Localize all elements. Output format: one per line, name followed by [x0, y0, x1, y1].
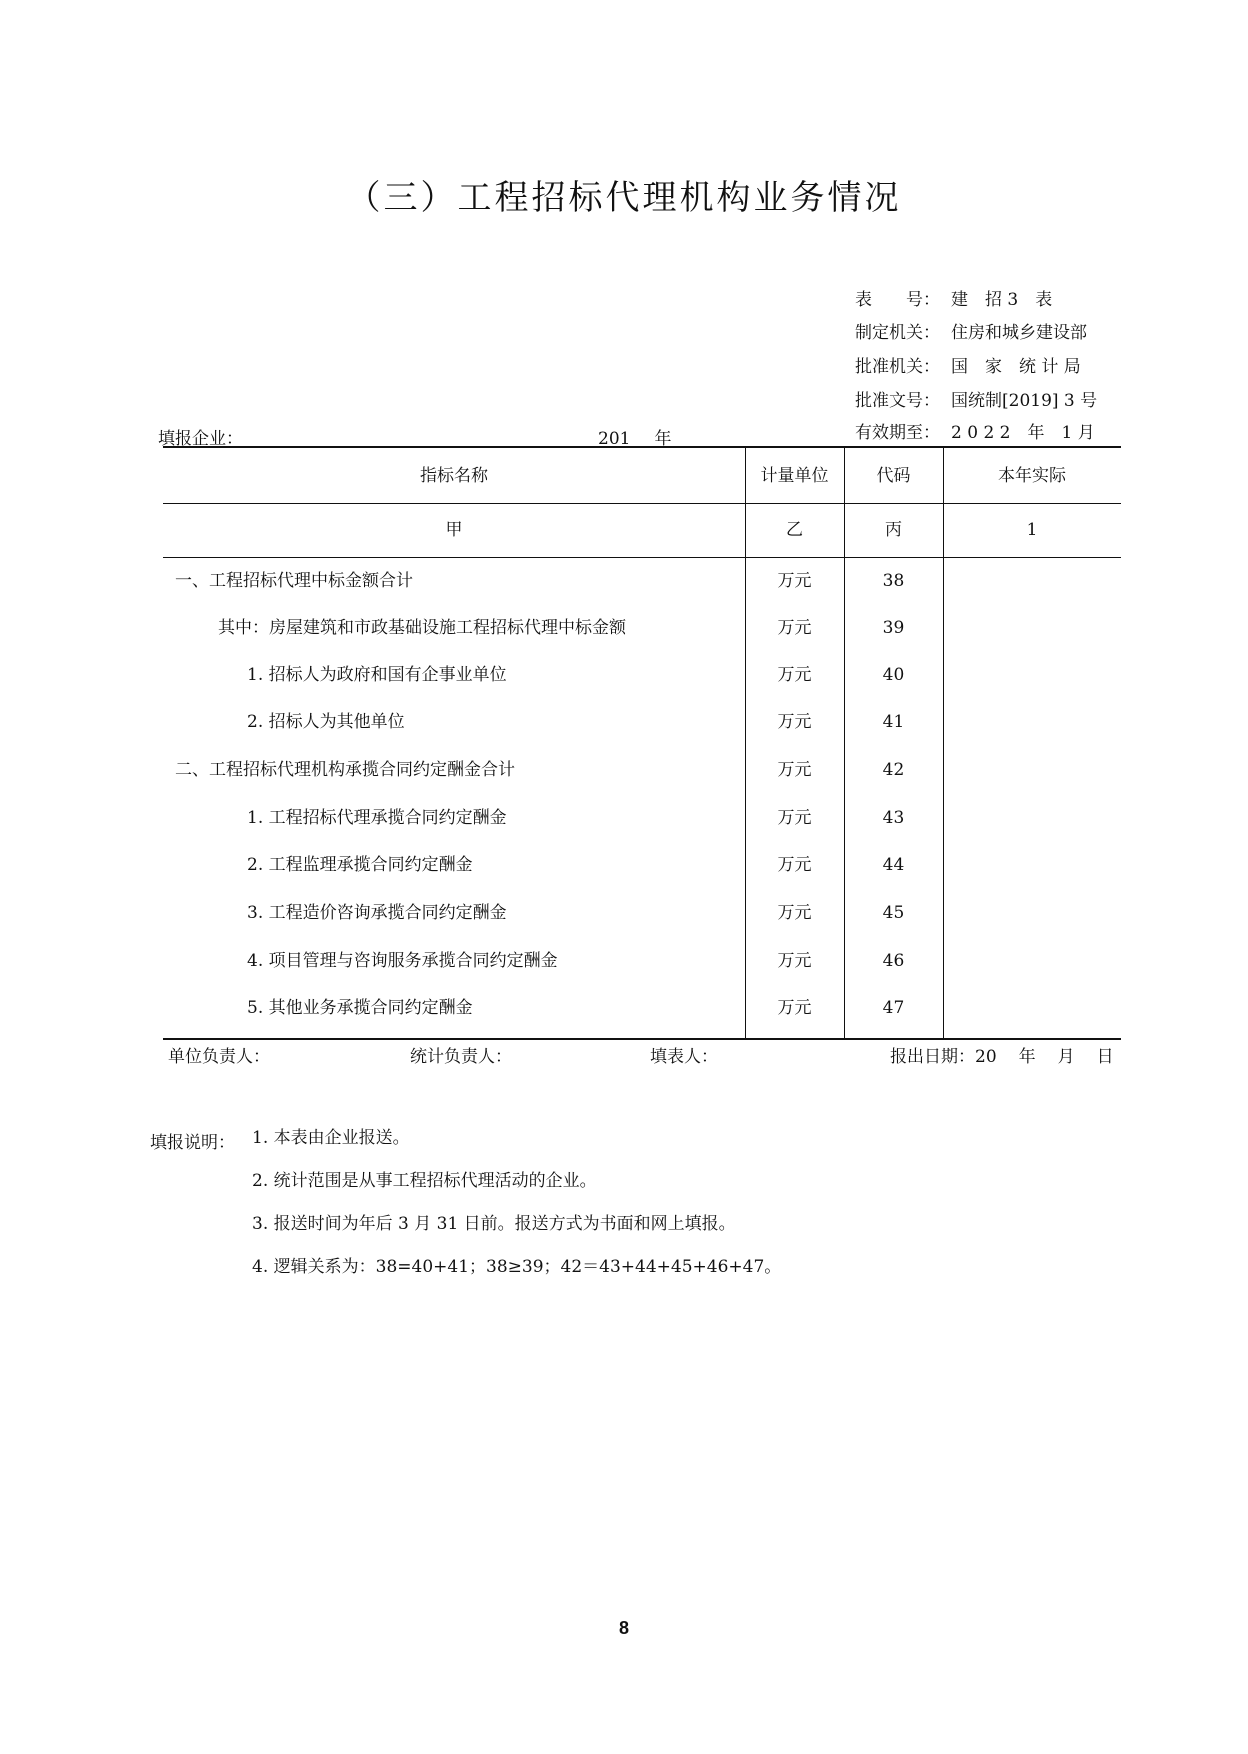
- stats-head-label: 统计负责人：: [410, 1047, 512, 1067]
- table-row-name: 3. 工程造价咨询承揽合同约定酬金: [247, 903, 507, 923]
- unit-head-label: 单位负责人：: [168, 1047, 270, 1067]
- page-number: 8: [618, 1618, 629, 1638]
- indicator-table: [163, 446, 1121, 1040]
- table-row-name: 一、工程招标代理中标金额合计: [175, 571, 413, 591]
- subheader-code: 丙: [885, 520, 902, 540]
- valid-until-label: 有效期至：: [855, 423, 940, 443]
- report-year-suffix: 年: [654, 429, 672, 449]
- table-row-code: 46: [882, 951, 905, 971]
- table-row-code: 38: [882, 571, 905, 591]
- table-row-unit: 万元: [777, 808, 812, 828]
- valid-until: [855, 423, 1115, 443]
- header-actual-value: 本年实际: [998, 466, 1066, 486]
- table-row-name: 5. 其他业务承揽合同约定酬金: [247, 998, 473, 1018]
- issuer: [855, 323, 1115, 343]
- approval-doc-label: 批准文号：: [855, 391, 940, 411]
- filled-by-label: 填表人：: [650, 1047, 718, 1067]
- table-row-name: 1. 工程招标代理承揽合同约定酬金: [247, 808, 507, 828]
- note-item: 4. 逻辑关系为：38=40+41；38≥39；42＝43+44+45+46+47。: [252, 1257, 782, 1277]
- table-row-unit: 万元: [777, 571, 812, 591]
- table-row-unit: 万元: [777, 712, 812, 732]
- table-divider: [163, 503, 1121, 504]
- form-number: [855, 290, 1115, 310]
- approval-doc-value: 国统制[2019] 3 号: [951, 391, 1098, 411]
- table-row-unit: 万元: [777, 855, 812, 875]
- table-row-unit: 万元: [777, 618, 812, 638]
- issuer-label: 制定机关：: [855, 323, 940, 343]
- form-number-label: 表 号：: [855, 290, 940, 310]
- header-unit: 计量单位: [760, 466, 829, 486]
- table-row-code: 45: [882, 903, 905, 923]
- subheader-name: 甲: [445, 520, 463, 540]
- issuer-value: 住房和城乡建设部: [951, 323, 1087, 343]
- table-row-unit: 万元: [777, 998, 812, 1018]
- approver: [855, 357, 1115, 377]
- subheader-unit: 乙: [786, 520, 803, 540]
- table-row-name: 2. 工程监理承揽合同约定酬金: [247, 855, 473, 875]
- page-title: （三）工程招标代理机构业务情况: [346, 178, 902, 218]
- subheader-value: 1: [1026, 520, 1038, 540]
- approver-label: 批准机关：: [855, 357, 940, 377]
- table-row-name: 二、工程招标代理机构承揽合同约定酬金合计: [175, 760, 515, 780]
- table-divider: [163, 557, 1121, 558]
- valid-until-value: 2 0 2 2 年 1 月: [951, 423, 1095, 443]
- note-item: 3. 报送时间为年后 3 月 31 日前。报送方式为书面和网上填报。: [252, 1214, 736, 1234]
- table-row-name: 1. 招标人为政府和国有企事业单位: [247, 665, 507, 685]
- report-date-month: 月: [1057, 1047, 1075, 1067]
- header-code: 代码: [876, 466, 911, 486]
- approver-value: 国 家 统 计 局: [951, 357, 1081, 377]
- form-number-value: 建 招 3 表: [951, 290, 1053, 310]
- table-row-name: 2. 招标人为其他单位: [247, 712, 405, 732]
- report-date-day: 日: [1096, 1047, 1114, 1067]
- table-row-code: 41: [882, 712, 905, 732]
- table-row-code: 44: [882, 855, 905, 875]
- header-indicator-name: 指标名称: [420, 466, 488, 486]
- table-row-code: 47: [882, 998, 905, 1018]
- report-date-year: 年: [1018, 1047, 1036, 1067]
- report-date: [890, 1042, 1114, 1067]
- table-row-code: 43: [882, 808, 905, 828]
- report-year-prefix: 201: [598, 429, 631, 449]
- note-item: 2. 统计范围是从事工程招标代理活动的企业。: [252, 1171, 597, 1191]
- table-row-name: 4. 项目管理与咨询服务承揽合同约定酬金: [247, 951, 558, 971]
- filler-enterprise-label: 填报企业：: [158, 429, 243, 449]
- table-row-code: 39: [882, 618, 905, 638]
- table-row-unit: 万元: [777, 760, 812, 780]
- table-row-unit: 万元: [777, 665, 812, 685]
- note-item: 1. 本表由企业报送。: [252, 1128, 410, 1148]
- table-row-code: 40: [882, 665, 905, 685]
- approval-doc: [855, 391, 1115, 411]
- table-row-unit: 万元: [777, 903, 812, 923]
- table-row-name: 其中：房屋建筑和市政基础设施工程招标代理中标金额: [218, 618, 626, 638]
- table-row-unit: 万元: [777, 951, 812, 971]
- table-row-code: 42: [882, 760, 905, 780]
- notes-label: 填报说明：: [150, 1133, 235, 1153]
- report-date-prefix: 报出日期：20: [890, 1047, 997, 1067]
